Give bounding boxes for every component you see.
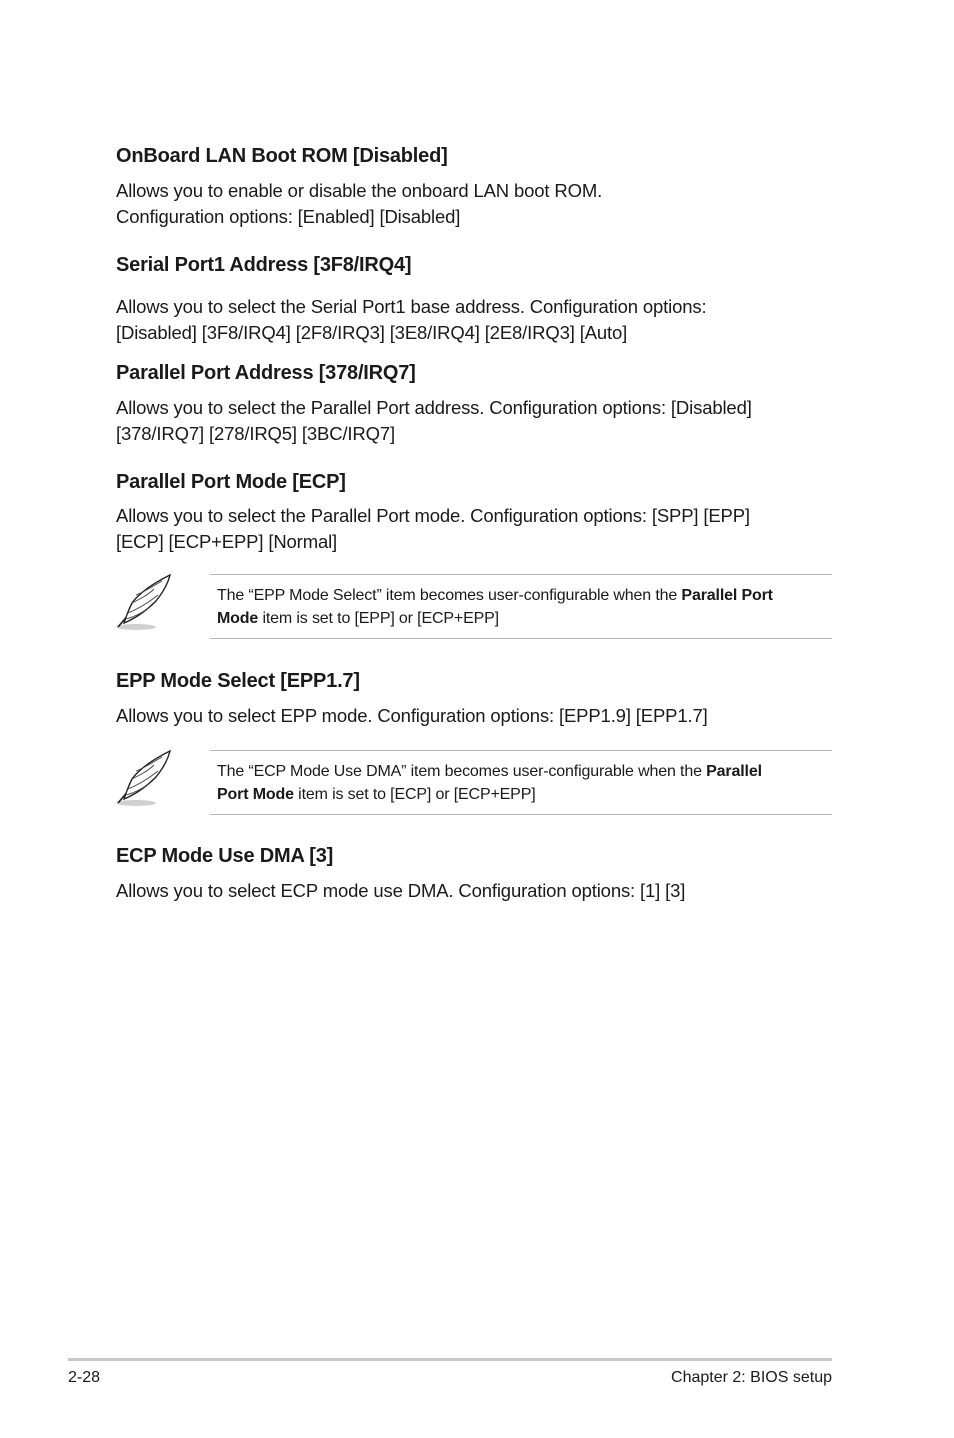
note-bold-term: Port Mode [217,786,294,803]
note-line [217,783,762,806]
body-line: Allows you to select the Serial Port1 base address. Configuration options: [116,296,707,317]
body-line: Allows you to select ECP mode use DMA. Configuration options: [1] [3] [116,880,686,901]
section-title-serial-port1: Serial Port1 Address [3F8/IRQ4] [116,254,412,276]
note-bold-term: Parallel [706,763,762,780]
body-line: Allows you to select the Parallel Port mode. Configuration options: [SPP] [EPP] [116,505,750,526]
note-bold-term: Parallel Port [681,587,773,604]
note-text-segment: item is set to [ECP] or [ECP+EPP] [293,786,536,803]
note-box-epp-mode [210,574,832,639]
note-line [217,584,773,607]
note-text-segment: The “EPP Mode Select” item becomes user-configurable when the [217,587,682,604]
note-text-segment: The “ECP Mode Use DMA” item becomes user-configurable when the [217,763,707,780]
body-line: Allows you to select EPP mode. Configuration options: [EPP1.9] [EPP1.7] [116,705,708,726]
body-line: [378/IRQ7] [278/IRQ5] [3BC/IRQ7] [116,423,395,444]
chapter-label: Chapter 2: BIOS setup [671,1369,832,1386]
body-line: [Disabled] [3F8/IRQ4] [2F8/IRQ3] [3E8/IRQ4] [2E8/IRQ3] [Auto] [116,322,628,343]
note-text-segment: item is set to [EPP] or [ECP+EPP] [258,610,499,627]
section-title-epp-mode-select: EPP Mode Select [EPP1.7] [116,670,360,692]
body-line: Allows you to select the Parallel Port address. Configuration options: [Disabled] [116,397,752,418]
body-line: Configuration options: [Enabled] [Disabled] [116,206,461,227]
section-title-parallel-port-address: Parallel Port Address [378/IRQ7] [116,362,416,384]
note-text [217,760,762,806]
body-line: Allows you to enable or disable the onboard LAN boot ROM. [116,180,603,201]
section-title-lan-boot-rom: OnBoard LAN Boot ROM [Disabled] [116,145,448,167]
section-body-lan-boot-rom [116,178,602,230]
section-title-ecp-mode-dma: ECP Mode Use DMA [3] [116,845,334,867]
section-body-serial-port1 [116,294,707,346]
note-bold-term: Mode [217,610,259,627]
section-title-parallel-port-mode: Parallel Port Mode [ECP] [116,471,346,493]
section-body-epp-mode-select [116,703,708,729]
section-body-ecp-mode-dma [116,878,685,904]
feather-pen-icon [112,573,176,633]
note-line [217,607,773,630]
note-box-ecp-mode [210,750,832,815]
body-line: [ECP] [ECP+EPP] [Normal] [116,531,338,552]
section-body-parallel-port-address [116,395,752,447]
footer-divider [68,1358,832,1361]
page-number: 2-28 [68,1369,101,1386]
note-text [217,584,773,630]
note-line [217,760,762,783]
feather-pen-icon [112,749,176,809]
section-body-parallel-port-mode [116,503,750,555]
